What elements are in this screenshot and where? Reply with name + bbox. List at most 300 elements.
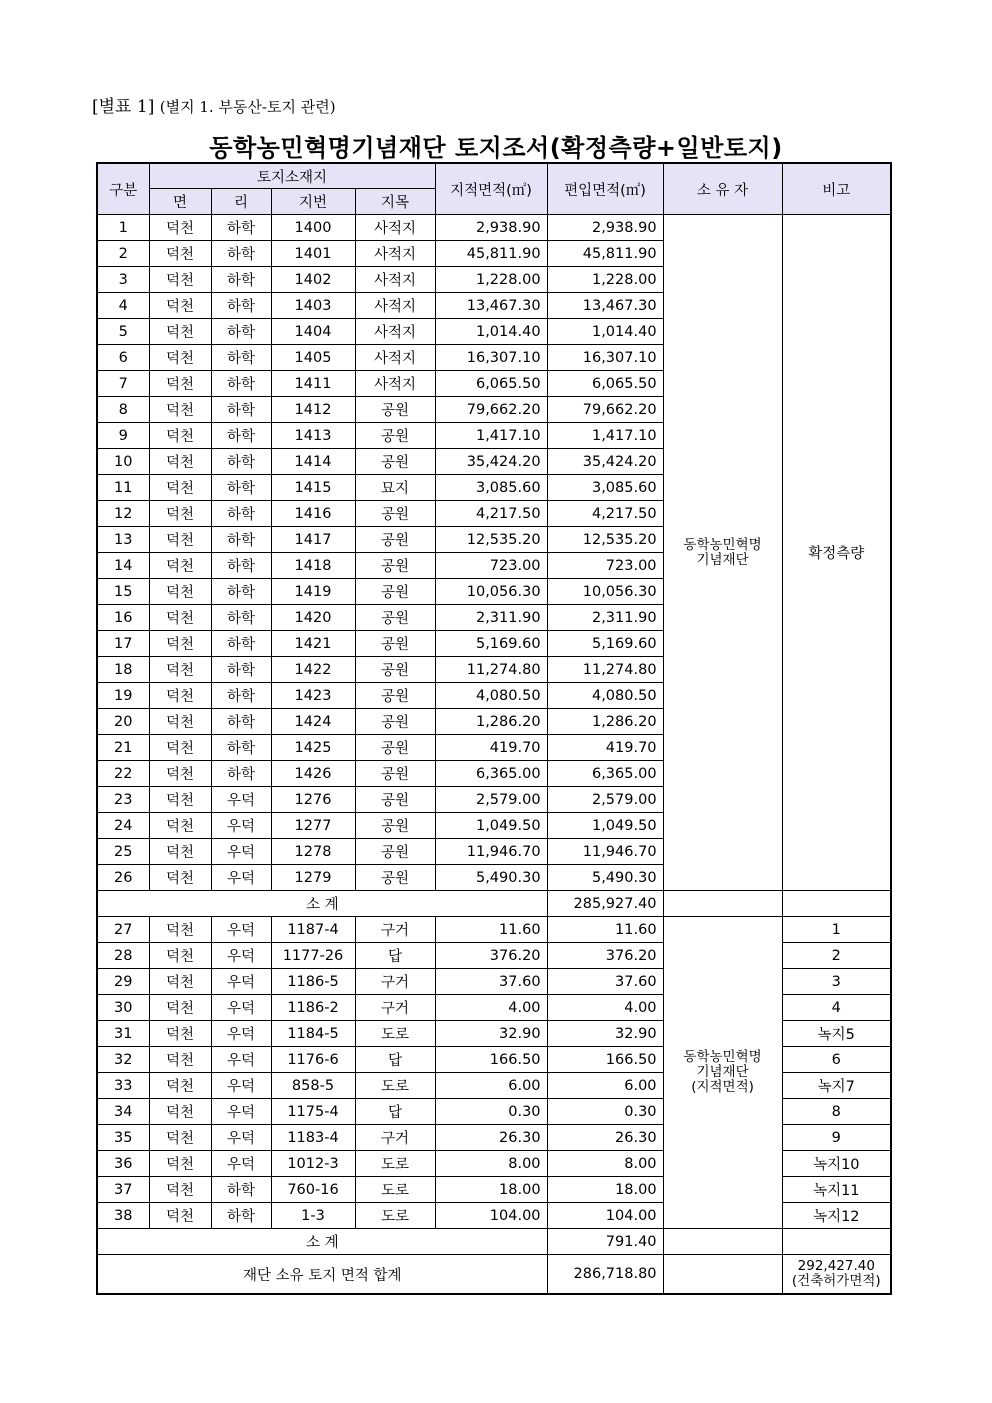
- area-cell: 1,049.50: [435, 813, 547, 839]
- jibeon-cell: 1278: [271, 839, 355, 865]
- subtotal-label: 소 계: [97, 1229, 547, 1255]
- myeon-cell: 덕천: [149, 345, 211, 371]
- jibeon-cell: 1425: [271, 735, 355, 761]
- myeon-cell: 덕천: [149, 969, 211, 995]
- appendix-subtitle: (별지 1. 부동산-토지 관련): [159, 98, 336, 116]
- appendix-reference: [92, 92, 336, 117]
- jimok-cell: 공원: [355, 839, 435, 865]
- area-cell: 1,286.20: [435, 709, 547, 735]
- ri-cell: 하학: [211, 397, 271, 423]
- jimok-cell: 공원: [355, 761, 435, 787]
- document-title: 동학농민혁명기념재단 토지조서(확정측량+일반토지): [209, 134, 783, 162]
- myeon-cell: 덕천: [149, 1021, 211, 1047]
- jibeon-cell: 1424: [271, 709, 355, 735]
- appendix-label: [별표 1]: [92, 97, 155, 117]
- jibeon-cell: 1403: [271, 293, 355, 319]
- incl-area-cell: 11.60: [547, 917, 663, 943]
- incl-area-cell: 16,307.10: [547, 345, 663, 371]
- ri-cell: 하학: [211, 319, 271, 345]
- area-cell: 6,365.00: [435, 761, 547, 787]
- row-number: 13: [97, 527, 149, 553]
- jibeon-cell: 1423: [271, 683, 355, 709]
- jibeon-cell: 1422: [271, 657, 355, 683]
- jimok-cell: 공원: [355, 579, 435, 605]
- ri-cell: 우덕: [211, 1125, 271, 1151]
- jibeon-cell: 1183-4: [271, 1125, 355, 1151]
- header-area: 지적면적(㎡): [435, 163, 547, 215]
- area-cell: 2,311.90: [435, 605, 547, 631]
- row-number: 23: [97, 787, 149, 813]
- total-note: [782, 1255, 891, 1295]
- jibeon-cell: 1411: [271, 371, 355, 397]
- area-cell: 0.30: [435, 1099, 547, 1125]
- incl-area-cell: 2,579.00: [547, 787, 663, 813]
- jibeon-cell: 1012-3: [271, 1151, 355, 1177]
- ri-cell: 하학: [211, 241, 271, 267]
- note-cell: 2: [782, 943, 891, 969]
- area-cell: 11.60: [435, 917, 547, 943]
- myeon-cell: 덕천: [149, 761, 211, 787]
- myeon-cell: 덕천: [149, 501, 211, 527]
- row-number: 17: [97, 631, 149, 657]
- row-number: 29: [97, 969, 149, 995]
- ri-cell: 하학: [211, 293, 271, 319]
- row-number: 15: [97, 579, 149, 605]
- ri-cell: 우덕: [211, 839, 271, 865]
- incl-area-cell: 18.00: [547, 1177, 663, 1203]
- empty-cell: [663, 891, 782, 917]
- incl-area-cell: 104.00: [547, 1203, 663, 1229]
- row-number: 7: [97, 371, 149, 397]
- jimok-cell: 도로: [355, 1151, 435, 1177]
- note-cell: 녹지7: [782, 1073, 891, 1099]
- incl-area-cell: 79,662.20: [547, 397, 663, 423]
- area-cell: 2,579.00: [435, 787, 547, 813]
- incl-area-cell: 376.20: [547, 943, 663, 969]
- jibeon-cell: 1405: [271, 345, 355, 371]
- header-note: 비고: [782, 163, 891, 215]
- ri-cell: 하학: [211, 735, 271, 761]
- jimok-cell: 공원: [355, 709, 435, 735]
- note-cell: 4: [782, 995, 891, 1021]
- area-cell: 4.00: [435, 995, 547, 1021]
- header-gubun: 구분: [97, 163, 149, 215]
- jimok-cell: 공원: [355, 423, 435, 449]
- incl-area-cell: 5,490.30: [547, 865, 663, 891]
- area-cell: 5,169.60: [435, 631, 547, 657]
- jimok-cell: 공원: [355, 787, 435, 813]
- area-cell: 11,274.80: [435, 657, 547, 683]
- header-jibeon: 지번: [271, 189, 355, 215]
- area-cell: 6.00: [435, 1073, 547, 1099]
- area-cell: 35,424.20: [435, 449, 547, 475]
- myeon-cell: 덕천: [149, 631, 211, 657]
- incl-area-cell: 45,811.90: [547, 241, 663, 267]
- row-number: 24: [97, 813, 149, 839]
- jimok-cell: 구거: [355, 969, 435, 995]
- row-number: 18: [97, 657, 149, 683]
- area-cell: 18.00: [435, 1177, 547, 1203]
- ri-cell: 우덕: [211, 813, 271, 839]
- myeon-cell: 덕천: [149, 527, 211, 553]
- jimok-cell: 답: [355, 943, 435, 969]
- jibeon-cell: 1404: [271, 319, 355, 345]
- group2-body: [97, 917, 891, 1229]
- empty-cell: [663, 1255, 782, 1295]
- row-number: 12: [97, 501, 149, 527]
- jibeon-cell: 1277: [271, 813, 355, 839]
- jimok-cell: 구거: [355, 995, 435, 1021]
- jibeon-cell: 858-5: [271, 1073, 355, 1099]
- header-location: 토지소재지: [149, 163, 435, 189]
- jibeon-cell: 1187-4: [271, 917, 355, 943]
- header-incl: 편입면적(㎡): [547, 163, 663, 215]
- incl-area-cell: 10,056.30: [547, 579, 663, 605]
- jimok-cell: 공원: [355, 397, 435, 423]
- jimok-cell: 도로: [355, 1073, 435, 1099]
- myeon-cell: 덕천: [149, 917, 211, 943]
- land-survey-table: [96, 162, 892, 1295]
- ri-cell: 우덕: [211, 1073, 271, 1099]
- header-ri: 리: [211, 189, 271, 215]
- incl-area-cell: 419.70: [547, 735, 663, 761]
- ri-cell: 우덕: [211, 1151, 271, 1177]
- incl-area-cell: 2,311.90: [547, 605, 663, 631]
- jibeon-cell: 1279: [271, 865, 355, 891]
- jimok-cell: 사적지: [355, 241, 435, 267]
- myeon-cell: 덕천: [149, 423, 211, 449]
- jibeon-cell: 1401: [271, 241, 355, 267]
- area-cell: 37.60: [435, 969, 547, 995]
- note-cell: 녹지10: [782, 1151, 891, 1177]
- jimok-cell: 공원: [355, 683, 435, 709]
- area-cell: 104.00: [435, 1203, 547, 1229]
- area-cell: 1,417.10: [435, 423, 547, 449]
- jibeon-cell: 1426: [271, 761, 355, 787]
- jimok-cell: 공원: [355, 657, 435, 683]
- row-number: 21: [97, 735, 149, 761]
- jimok-cell: 공원: [355, 527, 435, 553]
- myeon-cell: 덕천: [149, 605, 211, 631]
- ri-cell: 하학: [211, 475, 271, 501]
- ri-cell: 하학: [211, 215, 271, 241]
- ri-cell: 우덕: [211, 995, 271, 1021]
- ri-cell: 우덕: [211, 865, 271, 891]
- myeon-cell: 덕천: [149, 397, 211, 423]
- jimok-cell: 구거: [355, 1125, 435, 1151]
- note-cell: 녹지5: [782, 1021, 891, 1047]
- incl-area-cell: 1,286.20: [547, 709, 663, 735]
- ri-cell: 하학: [211, 761, 271, 787]
- myeon-cell: 덕천: [149, 319, 211, 345]
- jimok-cell: 사적지: [355, 293, 435, 319]
- jibeon-cell: 1-3: [271, 1203, 355, 1229]
- myeon-cell: 덕천: [149, 787, 211, 813]
- table-row: [97, 215, 891, 241]
- jimok-cell: 답: [355, 1099, 435, 1125]
- ri-cell: 하학: [211, 527, 271, 553]
- row-number: 28: [97, 943, 149, 969]
- row-number: 34: [97, 1099, 149, 1125]
- row-number: 20: [97, 709, 149, 735]
- jibeon-cell: 1414: [271, 449, 355, 475]
- ri-cell: 하학: [211, 1203, 271, 1229]
- jimok-cell: 공원: [355, 735, 435, 761]
- owner-text: 기념재단: [696, 551, 749, 568]
- jimok-cell: 사적지: [355, 215, 435, 241]
- owner-cell: [663, 917, 782, 1229]
- incl-area-cell: 1,014.40: [547, 319, 663, 345]
- total-note-caption: (건축허가면적): [791, 1273, 881, 1289]
- row-number: 36: [97, 1151, 149, 1177]
- area-cell: 376.20: [435, 943, 547, 969]
- note-cell: 6: [782, 1047, 891, 1073]
- jimok-cell: 도로: [355, 1203, 435, 1229]
- ri-cell: 우덕: [211, 917, 271, 943]
- jibeon-cell: 1184-5: [271, 1021, 355, 1047]
- total-note-value: 292,427.40: [797, 1258, 875, 1274]
- ri-cell: 하학: [211, 631, 271, 657]
- jibeon-cell: 1412: [271, 397, 355, 423]
- jibeon-cell: 760-16: [271, 1177, 355, 1203]
- incl-area-cell: 37.60: [547, 969, 663, 995]
- row-number: 5: [97, 319, 149, 345]
- area-cell: 1,228.00: [435, 267, 547, 293]
- jimok-cell: 묘지: [355, 475, 435, 501]
- myeon-cell: 덕천: [149, 579, 211, 605]
- ri-cell: 우덕: [211, 969, 271, 995]
- myeon-cell: 덕천: [149, 241, 211, 267]
- row-number: 4: [97, 293, 149, 319]
- ri-cell: 우덕: [211, 943, 271, 969]
- jimok-cell: 공원: [355, 813, 435, 839]
- ri-cell: 하학: [211, 605, 271, 631]
- jibeon-cell: 1421: [271, 631, 355, 657]
- table-row: [97, 917, 891, 943]
- jimok-cell: 사적지: [355, 267, 435, 293]
- note-cell: 3: [782, 969, 891, 995]
- area-cell: 26.30: [435, 1125, 547, 1151]
- incl-area-cell: 1,228.00: [547, 267, 663, 293]
- incl-area-cell: 26.30: [547, 1125, 663, 1151]
- jibeon-cell: 1176-6: [271, 1047, 355, 1073]
- jimok-cell: 사적지: [355, 371, 435, 397]
- jibeon-cell: 1175-4: [271, 1099, 355, 1125]
- incl-area-cell: 1,417.10: [547, 423, 663, 449]
- jibeon-cell: 1400: [271, 215, 355, 241]
- row-number: 6: [97, 345, 149, 371]
- header-owner: 소 유 자: [663, 163, 782, 215]
- jibeon-cell: 1419: [271, 579, 355, 605]
- incl-area-cell: 11,946.70: [547, 839, 663, 865]
- area-cell: 4,217.50: [435, 501, 547, 527]
- myeon-cell: 덕천: [149, 293, 211, 319]
- row-number: 33: [97, 1073, 149, 1099]
- incl-area-cell: 166.50: [547, 1047, 663, 1073]
- total-label: 재단 소유 토지 면적 합계: [97, 1255, 547, 1295]
- area-cell: 2,938.90: [435, 215, 547, 241]
- myeon-cell: 덕천: [149, 1047, 211, 1073]
- ri-cell: 하학: [211, 1177, 271, 1203]
- owner-text: 동학농민혁명: [683, 1049, 762, 1065]
- note-cell: 8: [782, 1099, 891, 1125]
- area-cell: 16,307.10: [435, 345, 547, 371]
- area-cell: 79,662.20: [435, 397, 547, 423]
- subtotal-value: 285,927.40: [547, 891, 663, 917]
- myeon-cell: 덕천: [149, 1073, 211, 1099]
- jibeon-cell: 1420: [271, 605, 355, 631]
- area-cell: 419.70: [435, 735, 547, 761]
- owner-text: 동학농민혁명: [683, 536, 762, 553]
- row-number: 25: [97, 839, 149, 865]
- jibeon-cell: 1417: [271, 527, 355, 553]
- jimok-cell: 사적지: [355, 345, 435, 371]
- incl-area-cell: 3,085.60: [547, 475, 663, 501]
- ri-cell: 하학: [211, 579, 271, 605]
- row-number: 16: [97, 605, 149, 631]
- incl-area-cell: 723.00: [547, 553, 663, 579]
- incl-area-cell: 8.00: [547, 1151, 663, 1177]
- jimok-cell: 공원: [355, 631, 435, 657]
- jibeon-cell: 1276: [271, 787, 355, 813]
- myeon-cell: 덕천: [149, 553, 211, 579]
- area-cell: 5,490.30: [435, 865, 547, 891]
- row-number: 11: [97, 475, 149, 501]
- incl-area-cell: 6,065.50: [547, 371, 663, 397]
- myeon-cell: 덕천: [149, 683, 211, 709]
- jibeon-cell: 1416: [271, 501, 355, 527]
- row-number: 30: [97, 995, 149, 1021]
- myeon-cell: 덕천: [149, 1177, 211, 1203]
- total-value: 286,718.80: [547, 1255, 663, 1295]
- row-number: 2: [97, 241, 149, 267]
- myeon-cell: 덕천: [149, 371, 211, 397]
- owner-cell: [663, 215, 782, 891]
- incl-area-cell: 0.30: [547, 1099, 663, 1125]
- jibeon-cell: 1402: [271, 267, 355, 293]
- ri-cell: 하학: [211, 657, 271, 683]
- myeon-cell: 덕천: [149, 475, 211, 501]
- jimok-cell: 공원: [355, 605, 435, 631]
- empty-cell: [663, 1229, 782, 1255]
- group1-subtotal: [97, 891, 891, 917]
- jimok-cell: 도로: [355, 1021, 435, 1047]
- row-number: 32: [97, 1047, 149, 1073]
- jimok-cell: 도로: [355, 1177, 435, 1203]
- incl-area-cell: 11,274.80: [547, 657, 663, 683]
- row-number: 19: [97, 683, 149, 709]
- jimok-cell: 공원: [355, 553, 435, 579]
- row-number: 27: [97, 917, 149, 943]
- myeon-cell: 덕천: [149, 943, 211, 969]
- area-cell: 4,080.50: [435, 683, 547, 709]
- row-number: 22: [97, 761, 149, 787]
- row-number: 10: [97, 449, 149, 475]
- myeon-cell: 덕천: [149, 449, 211, 475]
- area-cell: 12,535.20: [435, 527, 547, 553]
- area-cell: 723.00: [435, 553, 547, 579]
- row-number: 8: [97, 397, 149, 423]
- myeon-cell: 덕천: [149, 267, 211, 293]
- incl-area-cell: 35,424.20: [547, 449, 663, 475]
- myeon-cell: 덕천: [149, 813, 211, 839]
- myeon-cell: 덕천: [149, 995, 211, 1021]
- myeon-cell: 덕천: [149, 1099, 211, 1125]
- jimok-cell: 공원: [355, 865, 435, 891]
- area-cell: 10,056.30: [435, 579, 547, 605]
- area-cell: 45,811.90: [435, 241, 547, 267]
- jibeon-cell: 1177-26: [271, 943, 355, 969]
- ri-cell: 하학: [211, 423, 271, 449]
- jimok-cell: 답: [355, 1047, 435, 1073]
- myeon-cell: 덕천: [149, 839, 211, 865]
- jibeon-cell: 1186-2: [271, 995, 355, 1021]
- area-cell: 166.50: [435, 1047, 547, 1073]
- myeon-cell: 덕천: [149, 215, 211, 241]
- ri-cell: 하학: [211, 449, 271, 475]
- group1-body: [97, 215, 891, 891]
- jibeon-cell: 1413: [271, 423, 355, 449]
- area-cell: 8.00: [435, 1151, 547, 1177]
- incl-area-cell: 2,938.90: [547, 215, 663, 241]
- ri-cell: 하학: [211, 345, 271, 371]
- incl-area-cell: 6,365.00: [547, 761, 663, 787]
- row-number: 31: [97, 1021, 149, 1047]
- incl-area-cell: 13,467.30: [547, 293, 663, 319]
- incl-area-cell: 4,217.50: [547, 501, 663, 527]
- area-cell: 1,014.40: [435, 319, 547, 345]
- incl-area-cell: 32.90: [547, 1021, 663, 1047]
- row-number: 38: [97, 1203, 149, 1229]
- row-number: 9: [97, 423, 149, 449]
- jimok-cell: 사적지: [355, 319, 435, 345]
- ri-cell: 우덕: [211, 1099, 271, 1125]
- note-cell: 확정측량: [782, 215, 891, 891]
- jimok-cell: 공원: [355, 449, 435, 475]
- ri-cell: 우덕: [211, 787, 271, 813]
- incl-area-cell: 12,535.20: [547, 527, 663, 553]
- incl-area-cell: 5,169.60: [547, 631, 663, 657]
- jimok-cell: 구거: [355, 917, 435, 943]
- note-cell: 9: [782, 1125, 891, 1151]
- myeon-cell: 덕천: [149, 1203, 211, 1229]
- myeon-cell: 덕천: [149, 1125, 211, 1151]
- row-number: 37: [97, 1177, 149, 1203]
- row-number: 1: [97, 215, 149, 241]
- subtotal-value: 791.40: [547, 1229, 663, 1255]
- ri-cell: 하학: [211, 553, 271, 579]
- area-cell: 3,085.60: [435, 475, 547, 501]
- myeon-cell: 덕천: [149, 735, 211, 761]
- row-number: 14: [97, 553, 149, 579]
- ri-cell: 하학: [211, 709, 271, 735]
- incl-area-cell: 4,080.50: [547, 683, 663, 709]
- empty-cell: [782, 891, 891, 917]
- ri-cell: 하학: [211, 501, 271, 527]
- incl-area-cell: 4.00: [547, 995, 663, 1021]
- jibeon-cell: 1418: [271, 553, 355, 579]
- row-number: 3: [97, 267, 149, 293]
- owner-text: 기념재단: [696, 1064, 749, 1080]
- jibeon-cell: 1415: [271, 475, 355, 501]
- myeon-cell: 덕천: [149, 709, 211, 735]
- group2-subtotal: [97, 1229, 891, 1295]
- note-cell: 1: [782, 917, 891, 943]
- jibeon-cell: 1186-5: [271, 969, 355, 995]
- ri-cell: 하학: [211, 371, 271, 397]
- myeon-cell: 덕천: [149, 1151, 211, 1177]
- area-cell: 32.90: [435, 1021, 547, 1047]
